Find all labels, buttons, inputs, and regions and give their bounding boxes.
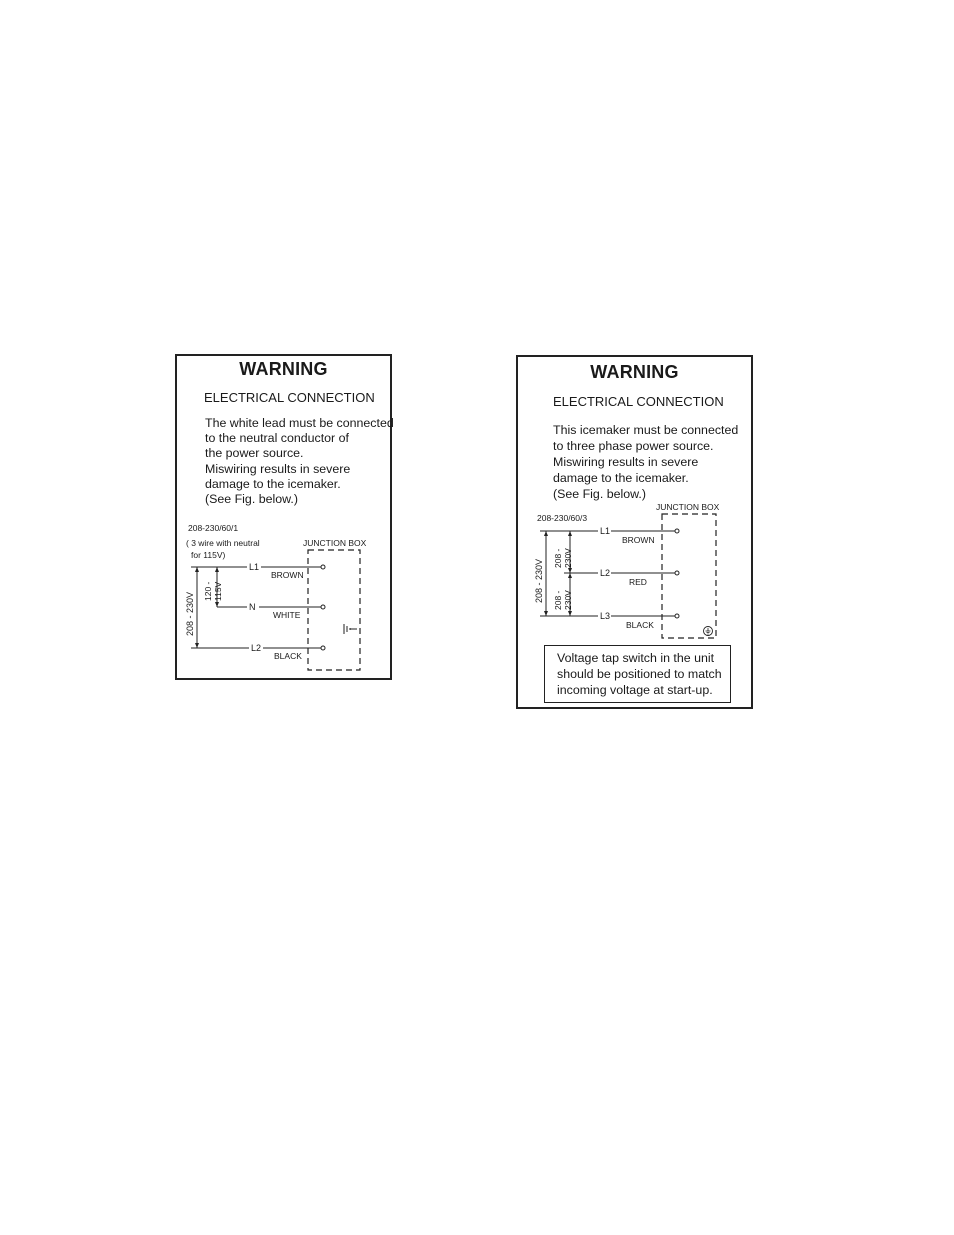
junction-box: [662, 514, 716, 638]
junction-box-label: JUNCTION BOX: [656, 502, 720, 512]
wire-color-label: BROWN: [622, 535, 655, 545]
warning-text-line: damage to the icemaker.: [205, 476, 341, 491]
terminal-point: [675, 614, 679, 618]
voltage-label: 208 -: [553, 548, 563, 568]
terminal-label: N: [249, 602, 256, 612]
wire-color-label: BLACK: [274, 651, 302, 661]
terminal-label: L2: [600, 568, 611, 578]
terminal-label: L3: [600, 611, 611, 621]
ground-icon: [344, 624, 357, 634]
terminal-label: L1: [600, 526, 611, 536]
terminal-label: L2: [251, 643, 262, 653]
supply-note: ( 3 wire with neutral: [186, 538, 260, 548]
wire-color-label: BROWN: [271, 570, 304, 580]
earth-ground-icon: [704, 627, 713, 636]
warning-text-line: The white lead must be connected: [205, 416, 394, 430]
wire-color-label: WHITE: [273, 610, 301, 620]
supply-note: for 115V): [191, 550, 226, 560]
terminal-point: [675, 529, 679, 533]
voltage-tap-notice: [544, 645, 731, 703]
notice-line: should be positioned to match: [557, 667, 722, 681]
warning-text-line: (See Fig. below.): [553, 487, 646, 501]
junction-box-label: JUNCTION BOX: [303, 538, 367, 548]
warning-text-line: (See Fig. below.): [205, 492, 298, 507]
warning-text-line: damage to the icemaker.: [553, 471, 689, 485]
warning-title: WARNING: [239, 359, 328, 379]
electrical-connection-heading: ELECTRICAL CONNECTION: [204, 390, 375, 405]
warning-title: WARNING: [590, 362, 679, 382]
warning-text-line: to three phase power source.: [553, 439, 714, 453]
warning-text-line: Miswiring results in severe: [553, 455, 699, 469]
warning-text-line: Miswiring results in severe: [205, 461, 351, 476]
wire-color-label: RED: [629, 577, 647, 587]
voltage-label: 208 - 230V: [185, 591, 195, 636]
warning-text-line: to the neutral conductor of: [205, 431, 349, 446]
terminal-point: [321, 646, 325, 650]
wire-color-label: BLACK: [626, 620, 654, 630]
voltage-label: 208 - 230V: [534, 558, 544, 603]
voltage-label: 120 -: [203, 581, 213, 601]
terminal-point: [321, 565, 325, 569]
terminal-point: [321, 605, 325, 609]
warning-label-three-phase: [516, 355, 753, 709]
electrical-connection-heading: ELECTRICAL CONNECTION: [553, 394, 724, 409]
terminal-label: L1: [249, 562, 260, 572]
warning-label-single-phase: [175, 354, 392, 680]
wiring-diagram-single-phase: [177, 356, 394, 682]
notice-line: incoming voltage at start-up.: [557, 683, 713, 697]
voltage-label: 230V: [563, 590, 573, 610]
voltage-label: 230V: [563, 548, 573, 568]
warning-text-line: This icemaker must be connected: [553, 423, 739, 437]
supply-spec: 208-230/60/1: [188, 523, 239, 533]
supply-spec: 208-230/60/3: [537, 513, 588, 523]
voltage-label: 208 -: [553, 590, 563, 610]
warning-text-line: the power source.: [205, 446, 304, 461]
notice-line: Voltage tap switch in the unit: [557, 651, 715, 665]
terminal-point: [675, 571, 679, 575]
voltage-label: 115V: [213, 581, 223, 601]
junction-box: [308, 550, 360, 670]
